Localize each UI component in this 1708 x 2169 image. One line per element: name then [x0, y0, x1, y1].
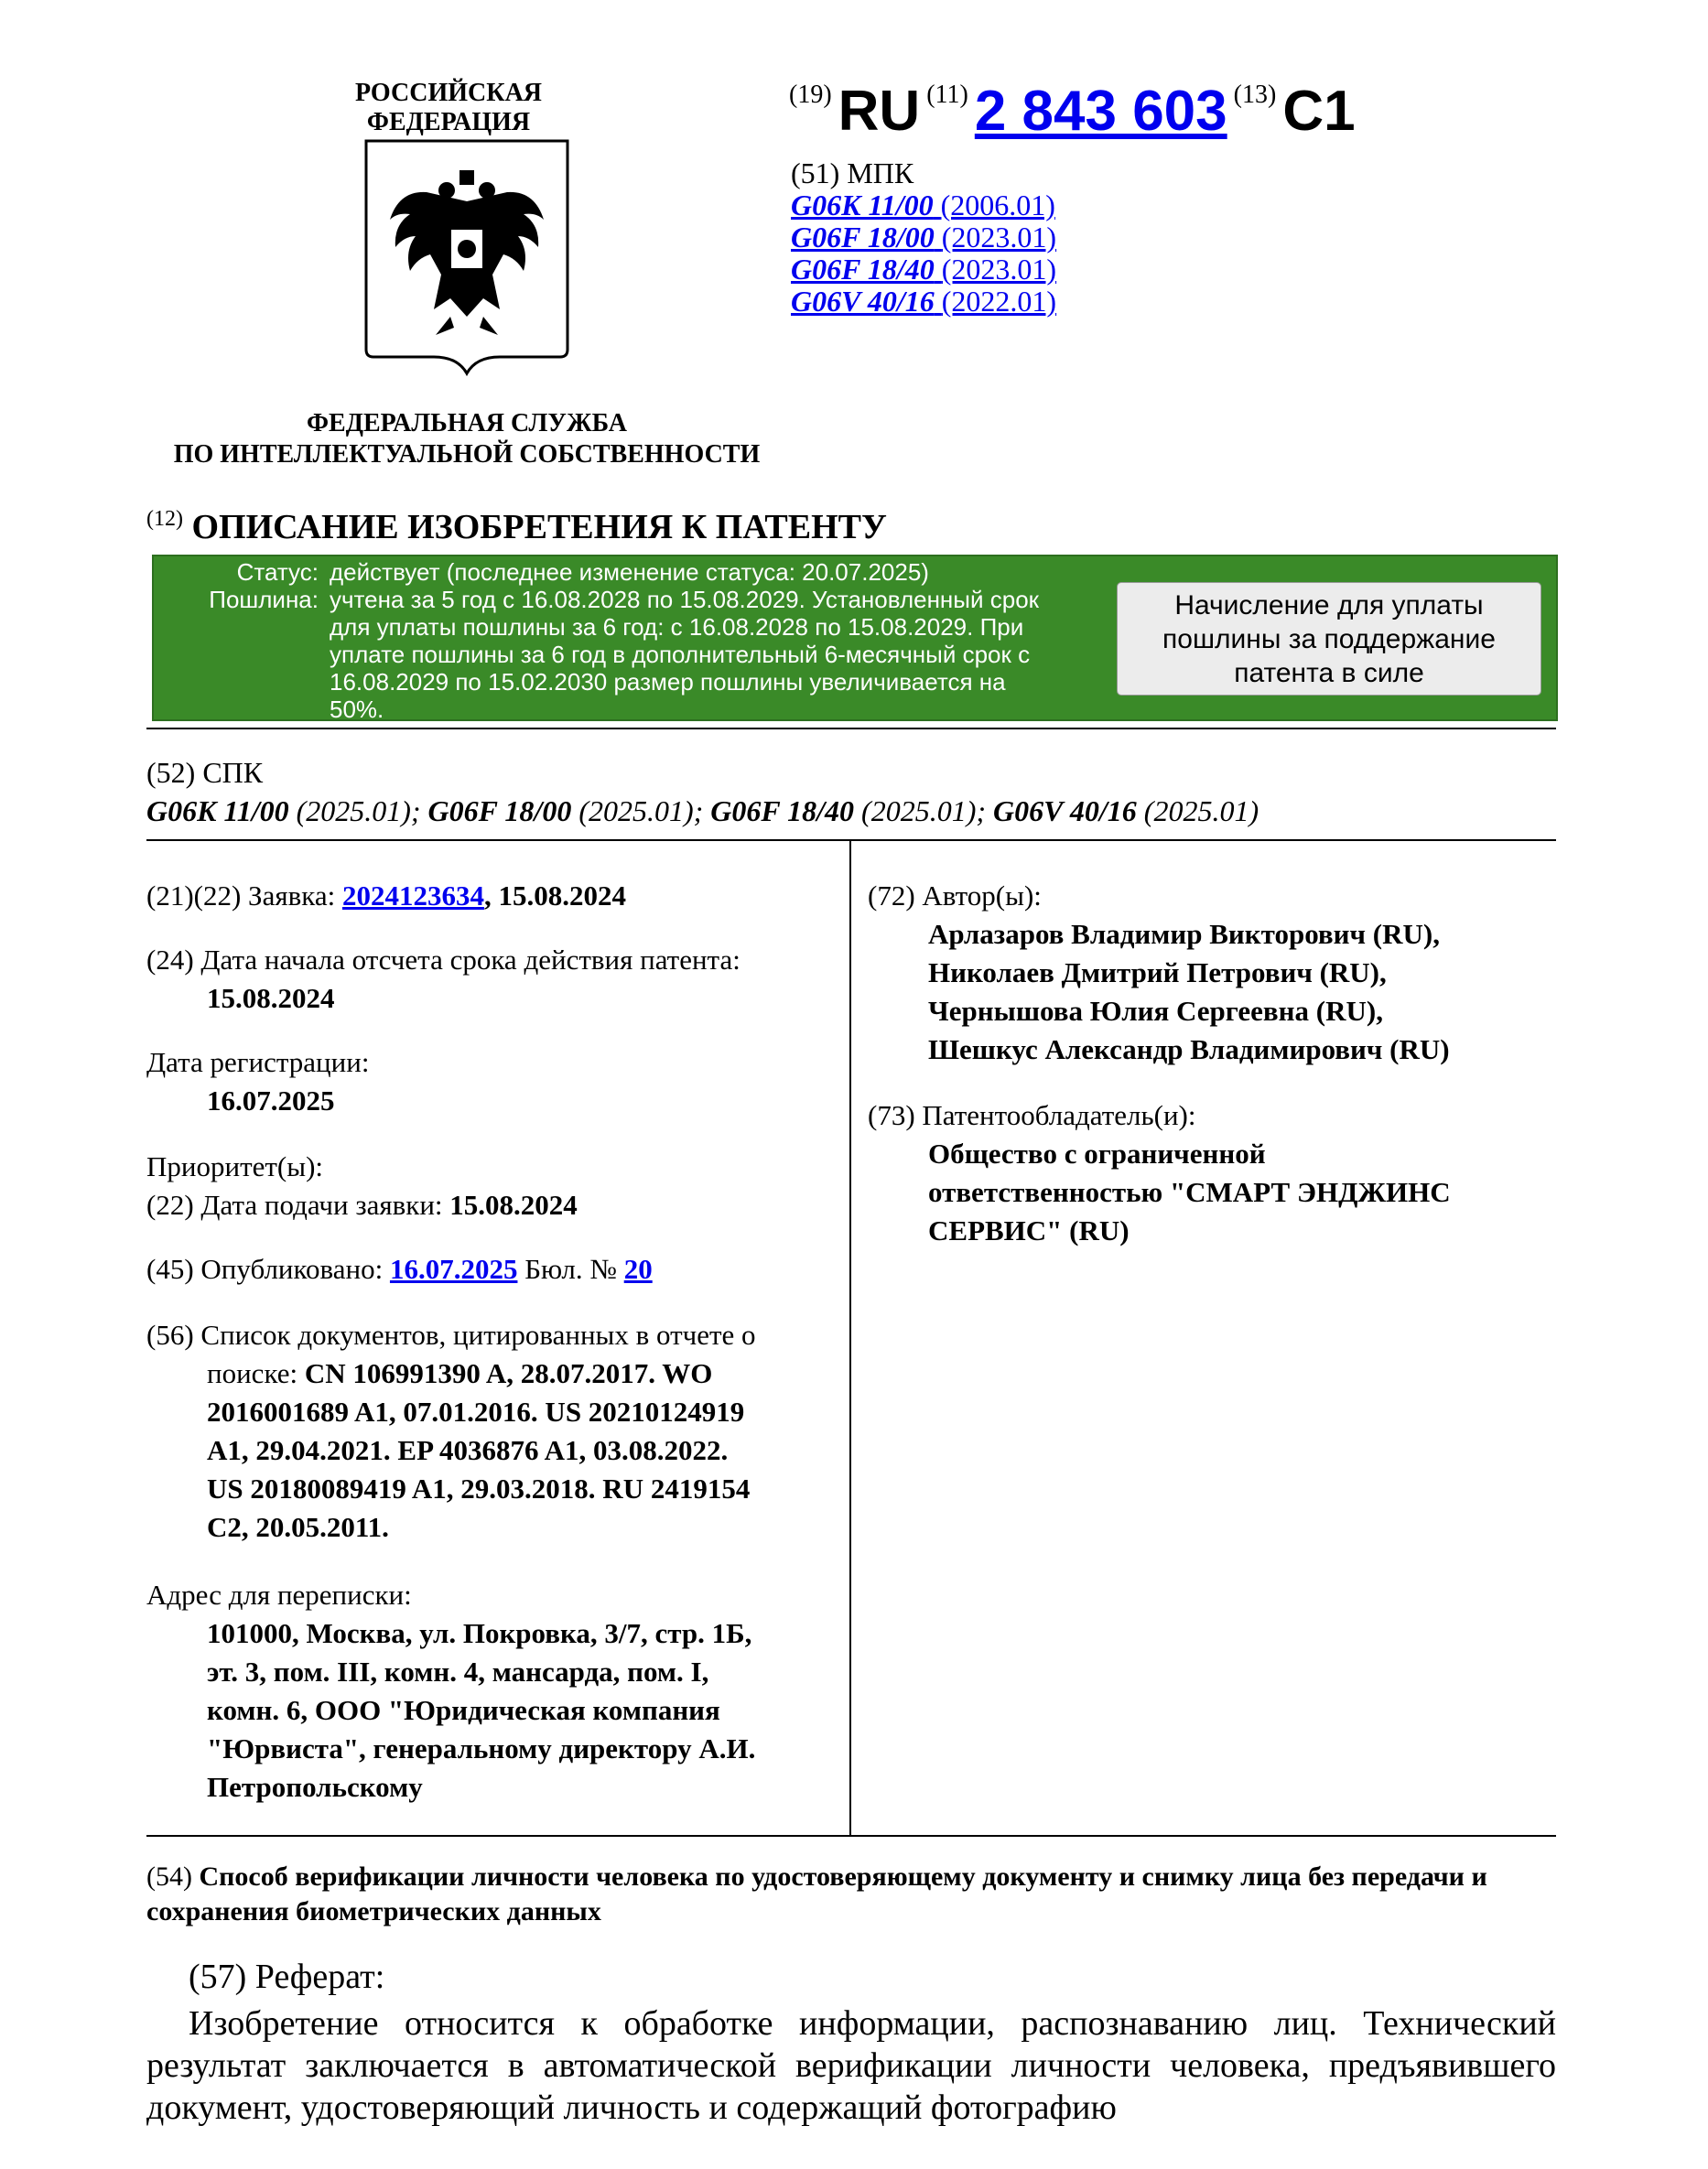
mpk-block: [791, 157, 1056, 318]
spk-label: (52) СПК: [146, 756, 264, 789]
status-panel: [152, 555, 1558, 721]
abstract-text: Изобретение относится к обработке информации, распознаванию лиц. Технический результат заключается в автоматической верификации личности человека, предъявившего документ, удостоверяющий личность и содержащий фотографию: [146, 2004, 1556, 2127]
author: Арлазаров Владимир Викторович (RU),: [928, 918, 1440, 950]
fee-calculation-button[interactable]: Начисление для уплаты пошлины за поддержание патента в силе: [1117, 582, 1541, 696]
agency-name: [146, 408, 787, 470]
patent-number-line: [789, 79, 1356, 144]
kind-code: C1: [1282, 80, 1356, 143]
country-code: RU: [838, 80, 921, 143]
document-title-text: ОПИСАНИЕ ИЗОБРЕТЕНИЯ К ПАТЕНТУ: [191, 508, 887, 546]
fee-value: учтена за 5 год с 16.08.2028 по 15.08.2029. Установленный срок для уплаты пошлины за 6 год: с 16.08.2028 по 15.08.2029. При уплате пошлины за 6 год в дополнительный 6-месячный срок с 16.08.2029 по 15.02.2030 размер пошлины увеличивается на 50%.: [330, 586, 1040, 723]
published-field: (45) Опубликовано: 16.07.2025 Бюл. № 20: [146, 1253, 653, 1285]
column-divider: [849, 841, 851, 1835]
country-name: РОССИЙСКАЯ ФЕДЕРАЦИЯ: [354, 79, 543, 136]
divider: [146, 728, 1556, 729]
document-title: [146, 507, 887, 547]
status-label: Статус:: [236, 558, 319, 586]
mpk-item-1[interactable]: G06K 11/00 (2006.01): [791, 189, 1055, 221]
mpk-item-2[interactable]: G06F 18/00 (2023.01): [791, 221, 1057, 254]
divider: [146, 1835, 1556, 1837]
agency-line-1: ФЕДЕРАЛЬНАЯ СЛУЖБА: [307, 409, 627, 437]
code-12: (12): [146, 507, 183, 531]
holder-name: Общество с ограниченной ответственностью "СМАРТ ЭНДЖИНС СЕРВИС" (RU): [928, 1138, 1451, 1246]
spk-codes: G06K 11/00 (2025.01); G06F 18/00 (2025.01); G06F 18/40 (2025.01); G06V 40/16 (2025.01): [146, 794, 1259, 827]
application-field: (21)(22) Заявка: 2024123634, 15.08.2024: [146, 879, 626, 912]
fee-label: Пошлина:: [209, 586, 319, 613]
code-11: (11): [926, 81, 968, 109]
holder-label: (73) Патентообладатель(и):: [868, 1099, 1196, 1131]
code-54: (54): [146, 1861, 192, 1892]
author: Шешкус Александр Владимирович (RU): [928, 1033, 1450, 1065]
priority-field: Приоритет(ы): (22) Дата подачи заявки: 15.08.2024: [146, 1150, 578, 1221]
patent-number-link[interactable]: 2 843 603: [974, 80, 1227, 143]
invention-title-text: Способ верификации личности человека по удостоверяющему документу и снимку лица без передачи и сохранения биометрических данных: [146, 1861, 1487, 1926]
status-value: действует (последнее изменение статуса: 20.07.2025): [330, 558, 929, 586]
registration-date-field: Дата регистрации: 16.07.2025: [146, 1046, 370, 1117]
mpk-label: (51) МПК: [791, 156, 914, 189]
publication-date-link[interactable]: 16.07.2025: [389, 1253, 518, 1285]
agency-line-2: ПО ИНТЕЛЛЕКТУАЛЬНОЙ СОБСТВЕННОСТИ: [173, 440, 761, 469]
application-number-link[interactable]: 2024123634: [341, 879, 484, 912]
invention-title: [146, 1860, 1556, 1929]
author: Чернышова Юлия Сергеевна (RU),: [928, 995, 1383, 1027]
address-field: Адрес для переписки: 101000, Москва, ул. Покровка, 3/7, стр. 1Б, эт. 3, пом. III, комн. 4, мансарда, пом. I, комн. 6, ООО "Юридическая компания "Юрвиста", генеральному директору А.И. Петропольскому: [146, 1579, 756, 1803]
term-start-field: (24) Дата начала отсчета срока действия патента: 15.08.2024: [146, 944, 740, 1014]
authors-label: (72) Автор(ы):: [868, 879, 1042, 912]
code-19: (19): [789, 81, 832, 109]
code-13: (13): [1233, 81, 1277, 109]
bulletin-number-link[interactable]: 20: [623, 1253, 653, 1285]
cited-documents-field: (56) Список документов, цитированных в отчете о поиске: CN 106991390 A, 28.07.2017. WO 2016001689 A1, 07.01.2016. US 20210124919 A1, 29.04.2021. EP 4036876 A1, 03.08.2022. US 20180089419 A1, 29.03.2018. RU 2419154 C2, 20.05.2011.: [146, 1319, 756, 1543]
abstract-heading: (57) Реферат:: [189, 1958, 385, 1996]
coat-of-arms-icon: [362, 137, 571, 377]
divider: [146, 839, 1556, 841]
mpk-item-4[interactable]: G06V 40/16 (2022.01): [791, 285, 1057, 318]
mpk-item-3[interactable]: G06F 18/40 (2023.01): [791, 253, 1057, 286]
authors-list: [928, 915, 1450, 1069]
author: Николаев Дмитрий Петрович (RU),: [928, 956, 1387, 988]
